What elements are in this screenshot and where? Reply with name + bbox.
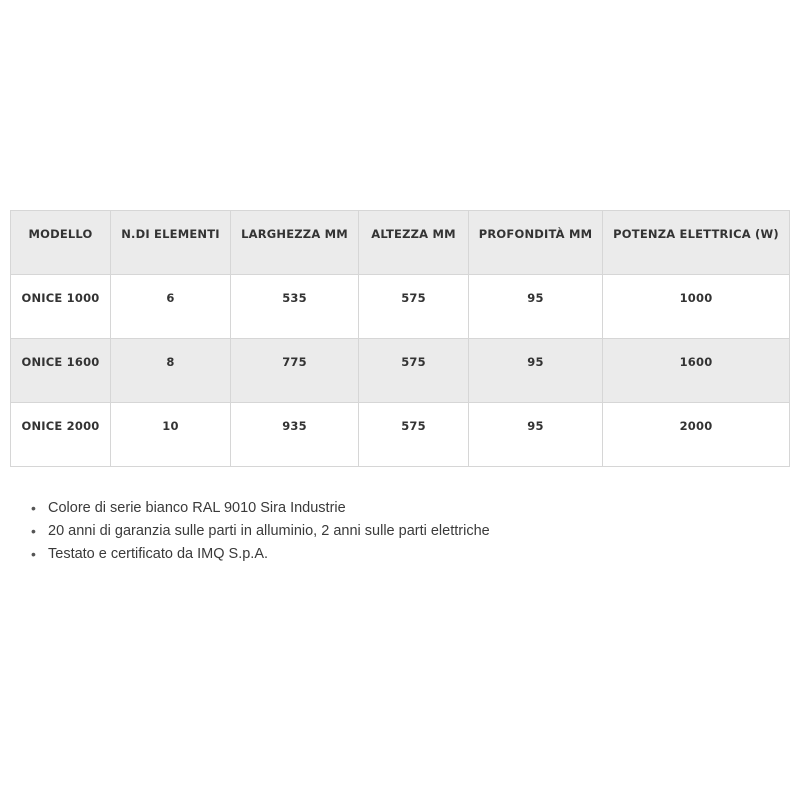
table-header-row — [11, 211, 790, 275]
cell-elementi: 6 — [111, 275, 231, 339]
list-item — [31, 497, 490, 520]
cell-potenza: 2000 — [603, 403, 790, 467]
cell-modello: ONICE 1600 — [11, 339, 111, 403]
list-item — [31, 543, 490, 566]
cell-larghezza: 935 — [231, 403, 359, 467]
cell-elementi: 10 — [111, 403, 231, 467]
cell-profondita: 95 — [469, 403, 603, 467]
cell-elementi: 8 — [111, 339, 231, 403]
spec-table — [10, 210, 790, 467]
cell-altezza: 575 — [359, 275, 469, 339]
header-numero-elementi: N.DI ELEMENTI — [111, 211, 231, 275]
header-altezza: ALTEZZA MM — [359, 211, 469, 275]
cell-potenza: 1600 — [603, 339, 790, 403]
header-potenza: POTENZA ELETTRICA (W) — [603, 211, 790, 275]
bullet-icon: • — [31, 523, 36, 539]
bullet-icon: • — [31, 546, 36, 562]
table-row — [11, 275, 790, 339]
feature-text: Testato e certificato da IMQ S.p.A. — [48, 546, 269, 562]
table-row — [11, 339, 790, 403]
header-larghezza: LARGHEZZA MM — [231, 211, 359, 275]
features-list — [30, 497, 490, 566]
feature-text: Colore di serie bianco RAL 9010 Sira Industrie — [48, 500, 346, 516]
cell-altezza: 575 — [359, 403, 469, 467]
list-item — [31, 520, 490, 543]
header-profondita: PROFONDITÀ MM — [469, 211, 603, 275]
feature-text: 20 anni di garanzia sulle parti in alluminio, 2 anni sulle parti elettriche — [48, 523, 490, 539]
cell-potenza: 1000 — [603, 275, 790, 339]
cell-larghezza: 775 — [231, 339, 359, 403]
cell-larghezza: 535 — [231, 275, 359, 339]
header-modello: MODELLO — [11, 211, 111, 275]
cell-modello: ONICE 2000 — [11, 403, 111, 467]
bullet-icon: • — [31, 500, 36, 516]
cell-modello: ONICE 1000 — [11, 275, 111, 339]
cell-profondita: 95 — [469, 275, 603, 339]
table-row — [11, 403, 790, 467]
cell-altezza: 575 — [359, 339, 469, 403]
cell-profondita: 95 — [469, 339, 603, 403]
